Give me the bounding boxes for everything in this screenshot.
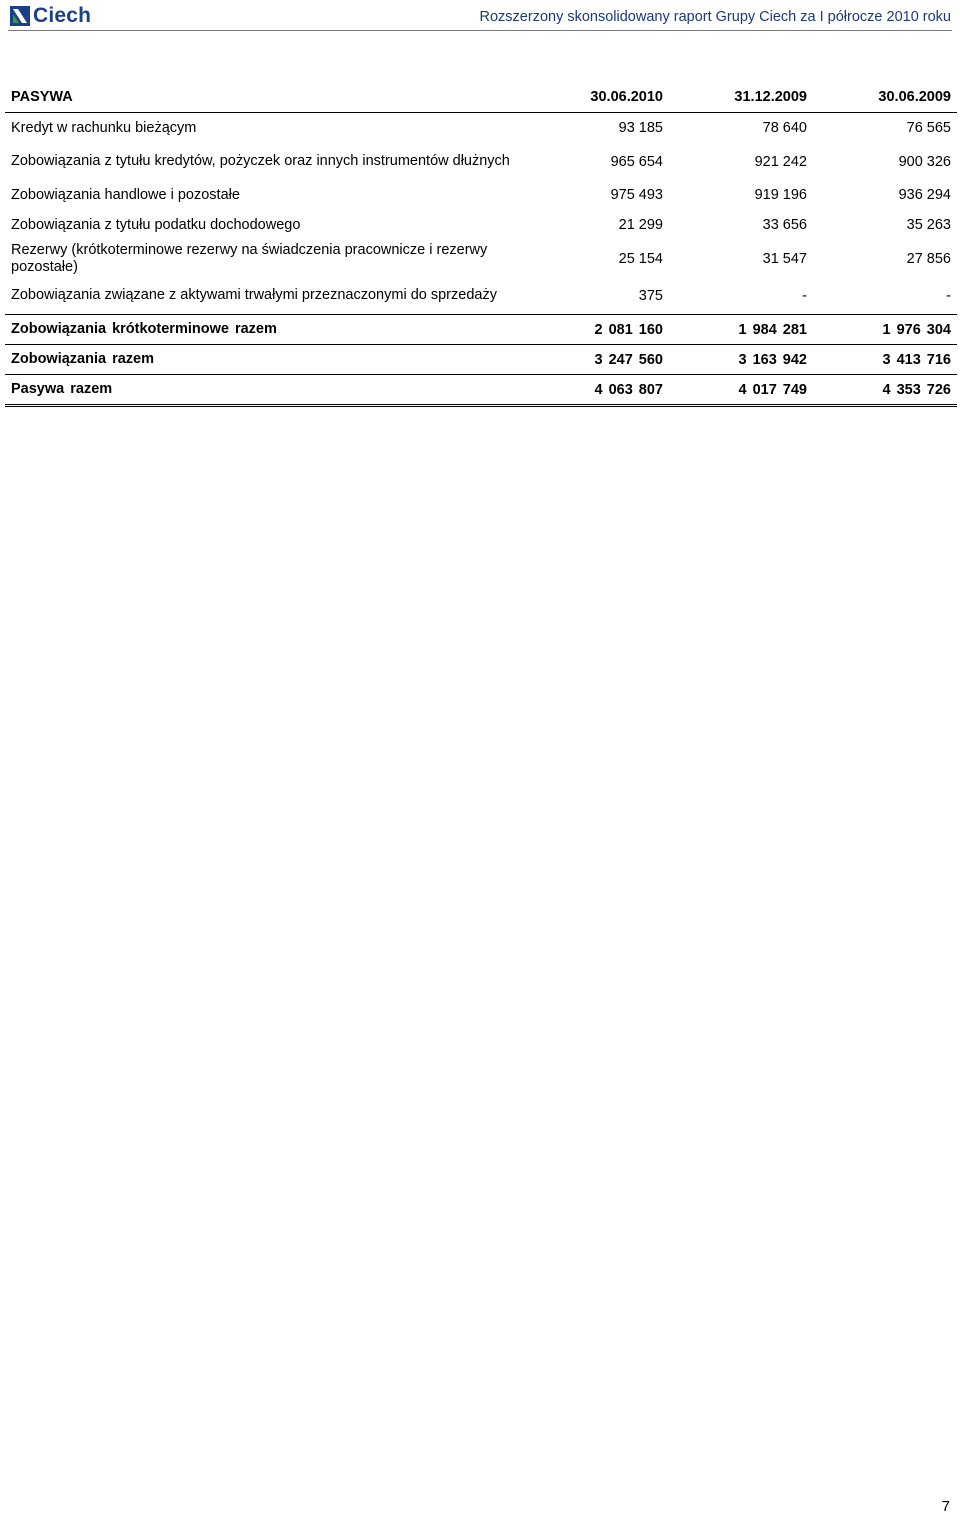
- row-value: 375: [638, 287, 663, 304]
- section-title: PASYWA: [5, 82, 525, 113]
- table-row: [5, 240, 957, 277]
- row-value: 936 294: [898, 187, 951, 203]
- header-divider: [8, 30, 952, 31]
- total-value: 3 413 716: [813, 345, 957, 375]
- total-label: Pasywa razem: [5, 375, 525, 406]
- column-header: 30.06.2009: [813, 82, 957, 113]
- row-value: -: [802, 287, 807, 304]
- table-row: [5, 277, 957, 315]
- row-value: 27 856: [906, 250, 951, 267]
- total-label: Zobowiązania krótkoterminowe razem: [5, 315, 525, 345]
- table-row: [5, 143, 957, 180]
- ciech-logo-icon: [10, 6, 30, 26]
- row-value: 25 154: [618, 250, 663, 267]
- row-value: -: [946, 287, 951, 304]
- table-row: [5, 180, 957, 210]
- row-value: 965 654: [610, 153, 663, 170]
- row-label: Zobowiązania handlowe i pozostałe: [11, 186, 240, 203]
- total-value: 3 163 942: [669, 345, 813, 375]
- page-header: [0, 0, 960, 32]
- row-value: 921 242: [754, 153, 807, 170]
- row-label: Zobowiązania związane z aktywami trwałymi przeznaczonymi do sprzedaży: [11, 287, 497, 303]
- report-title: Rozszerzony skonsolidowany raport Grupy Ciech za I półrocze 2010 roku: [479, 9, 951, 25]
- total-value: 4 017 749: [669, 375, 813, 406]
- table-header-row: [5, 82, 957, 113]
- row-label: Zobowiązania z tytułu kredytów, pożyczek oraz innych instrumentów dłużnych: [11, 153, 510, 169]
- column-header: 31.12.2009: [669, 82, 813, 113]
- row-value: 21 299: [618, 217, 663, 233]
- total-value: 1 984 281: [669, 315, 813, 345]
- liabilities-table: [5, 82, 957, 407]
- row-value: 919 196: [754, 187, 807, 203]
- row-value: 31 547: [762, 250, 807, 267]
- row-value: 78 640: [762, 120, 807, 136]
- total-value: 3 247 560: [525, 345, 669, 375]
- total-value: 4 063 807: [525, 375, 669, 406]
- row-value: 975 493: [610, 187, 663, 203]
- logo-text: Ciech: [33, 4, 92, 27]
- company-logo: [10, 5, 91, 27]
- total-value: 4 353 726: [813, 375, 957, 406]
- row-value: 76 565: [906, 120, 951, 136]
- row-value: 35 263: [906, 217, 951, 233]
- row-value: 900 326: [898, 153, 951, 170]
- row-value: 33 656: [762, 217, 807, 233]
- column-header: 30.06.2010: [525, 82, 669, 113]
- total-row: [5, 315, 957, 345]
- total-value: 2 081 160: [525, 315, 669, 345]
- row-label: Rezerwy (krótkoterminowe rezerwy na świadczenia pracownicze i rezerwy pozostałe): [11, 241, 488, 275]
- table-row: [5, 113, 957, 144]
- row-value: 93 185: [618, 120, 663, 136]
- total-label: Zobowiązania razem: [5, 345, 525, 375]
- grand-total-row: [5, 375, 957, 406]
- page-number: 7: [941, 1498, 950, 1515]
- total-row: [5, 345, 957, 375]
- table-row: [5, 210, 957, 240]
- row-label: Kredyt w rachunku bieżącym: [11, 119, 197, 136]
- total-value: 1 976 304: [813, 315, 957, 345]
- row-label: Zobowiązania z tytułu podatku dochodowego: [11, 216, 301, 233]
